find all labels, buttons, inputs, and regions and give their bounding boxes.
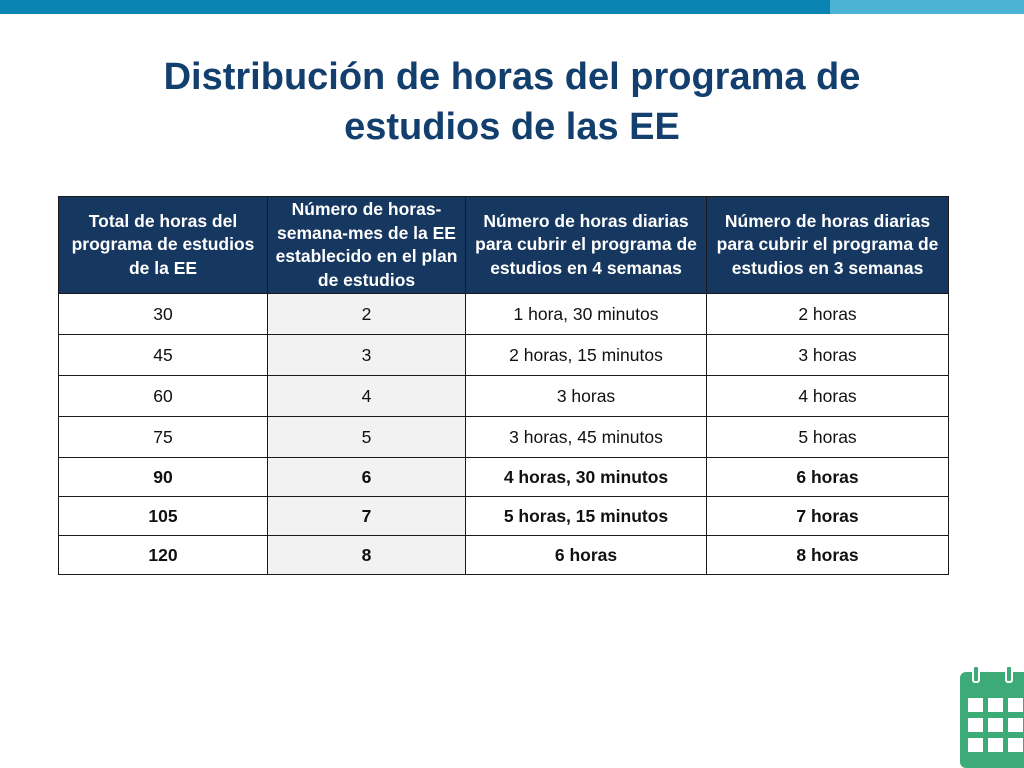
table-cell: 3 horas (466, 376, 707, 417)
table-cell: 7 (268, 497, 466, 536)
header-horas-3-semanas: Número de horas diarias para cubrir el programa de estudios en 3 semanas (707, 197, 949, 294)
table-cell: 8 horas (707, 536, 949, 575)
header-total-horas: Total de horas del programa de estudios de la EE (59, 197, 268, 294)
page-title (0, 52, 1024, 152)
table-cell: 5 (268, 417, 466, 458)
table-row (59, 497, 949, 536)
table-row (59, 376, 949, 417)
table-row (59, 417, 949, 458)
table-cell: 105 (59, 497, 268, 536)
calendar-icon (958, 664, 1024, 768)
table-row (59, 536, 949, 575)
table-cell: 6 (268, 458, 466, 497)
table-cell: 60 (59, 376, 268, 417)
table-cell: 3 horas (707, 335, 949, 376)
table-header-row (59, 197, 949, 294)
table-cell: 75 (59, 417, 268, 458)
top-bar-light (830, 0, 1024, 14)
table-cell: 90 (59, 458, 268, 497)
table-cell: 6 horas (466, 536, 707, 575)
table-cell: 45 (59, 335, 268, 376)
table-row (59, 294, 949, 335)
table-cell: 120 (59, 536, 268, 575)
table-cell: 3 (268, 335, 466, 376)
table-cell: 2 (268, 294, 466, 335)
table-cell: 1 hora, 30 minutos (466, 294, 707, 335)
table-cell: 3 horas, 45 minutos (466, 417, 707, 458)
table-cell: 4 horas (707, 376, 949, 417)
table-cell: 7 horas (707, 497, 949, 536)
table-cell: 6 horas (707, 458, 949, 497)
table-cell: 4 horas, 30 minutos (466, 458, 707, 497)
table-cell: 8 (268, 536, 466, 575)
table-cell: 2 horas (707, 294, 949, 335)
hours-table (58, 196, 949, 575)
table-cell: 5 horas, 15 minutos (466, 497, 707, 536)
title-line-2: estudios de las EE (344, 106, 680, 148)
title-line-1: Distribución de horas del programa de (163, 56, 861, 98)
table-row (59, 458, 949, 497)
table-cell: 30 (59, 294, 268, 335)
header-horas-semana-mes: Número de horas-semana-mes de la EE establecido en el plan de estudios (268, 197, 466, 294)
header-horas-4-semanas: Número de horas diarias para cubrir el programa de estudios en 4 semanas (466, 197, 707, 294)
table-cell: 4 (268, 376, 466, 417)
table-cell: 5 horas (707, 417, 949, 458)
top-bar-dark (0, 0, 830, 14)
table-cell: 2 horas, 15 minutos (466, 335, 707, 376)
table-row (59, 335, 949, 376)
